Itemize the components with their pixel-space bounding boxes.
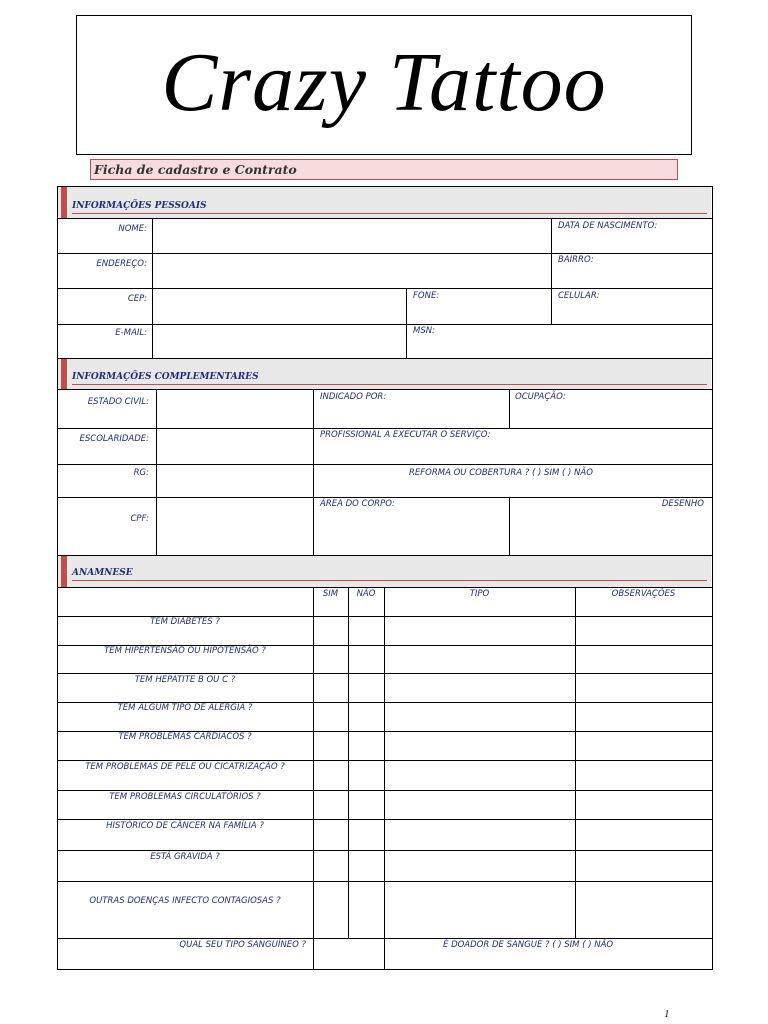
label-estado-civil: ESTADO CIVIL: [87, 397, 149, 407]
cpf-field[interactable] [157, 498, 312, 554]
label-email: E-MAIL: [115, 328, 147, 338]
escolaridade-field[interactable] [157, 429, 312, 463]
question-row: ESTÁ GRAVIDA ? [150, 852, 220, 862]
label-celular: CELULAR: [558, 291, 600, 301]
label-ocupacao: OCUPAÇÃO: [515, 392, 566, 402]
page-number: 1 [664, 1008, 670, 1020]
email-field[interactable] [153, 325, 405, 357]
answer-cells-tipo[interactable] [385, 617, 575, 937]
bairro-field[interactable] [552, 254, 712, 287]
section-title-personal: INFORMAÇÕES PESSOAIS [72, 201, 207, 211]
label-tipo-sanguineo: QUAL SEU TIPO SANGUÍNEO ? [179, 940, 306, 950]
desenho-field[interactable] [510, 498, 712, 554]
section-rule [72, 213, 707, 214]
question-row: TEM PROBLEMAS DE PELE OU CICATRIZAÇÃO ? [85, 762, 285, 772]
label-rg: RG: [133, 468, 149, 478]
label-profissional: PROFISSIONAL A EXECUTAR O SERVIÇO: [320, 430, 491, 440]
question-row: TEM HEPATITE B OU C ? [134, 675, 236, 685]
label-nome: NOME: [118, 224, 147, 234]
section-title-anamnese: ANAMNESE [72, 568, 133, 578]
label-data-nascimento: DATA DE NASCIMENTO: [558, 221, 658, 231]
answer-cells-nao[interactable] [349, 617, 384, 937]
label-msn: MSN: [413, 326, 435, 336]
doador-sangue-option[interactable]: É DOADOR DE SANGUE ? ( ) SIM ( ) NÃO [443, 940, 614, 950]
label-bairro: BAIRRO: [558, 255, 594, 265]
profissional-field[interactable] [314, 429, 712, 463]
section-header-personal [58, 187, 711, 218]
section-accent [61, 359, 67, 389]
label-escolaridade: ESCOLARIDADE: [79, 434, 149, 444]
question-row: TEM PROBLEMAS CIRCULATÓRIOS ? [109, 792, 261, 802]
col-header-observacoes: OBSERVAÇÕES [611, 589, 676, 599]
indicado-por-field[interactable] [314, 390, 508, 427]
celular-field[interactable] [552, 289, 712, 323]
data-nascimento-field[interactable] [552, 219, 712, 252]
endereco-field[interactable] [153, 254, 550, 287]
ocupacao-field[interactable] [510, 390, 712, 427]
logo-box [76, 15, 692, 155]
cep-field[interactable] [153, 289, 405, 323]
section-header-anamnese [58, 556, 711, 587]
question-row: HISTÓRICO DE CÂNCER NA FAMÍLIA ? [106, 821, 264, 831]
section-accent [61, 556, 67, 587]
section-header-complementary [58, 359, 711, 389]
section-rule [72, 580, 707, 581]
label-desenho: DESENHO [661, 499, 704, 509]
nome-field[interactable] [153, 219, 550, 252]
col-header-nao: NÃO [356, 589, 376, 599]
col-header-tipo: TIPO [469, 589, 490, 599]
question-row: TEM PROBLEMAS CARDÍACOS ? [118, 732, 252, 742]
question-row: OUTRAS DOENÇAS INFECTO CONTAGIOSAS ? [89, 896, 281, 906]
logo-text: Crazy Tattoo [161, 36, 607, 129]
label-endereco: ENDEREÇO: [96, 259, 147, 269]
answer-cells-observacoes[interactable] [576, 617, 712, 937]
reforma-cobertura-option[interactable]: REFORMA OU COBERTURA ? ( ) SIM ( ) NÃO [409, 468, 593, 478]
label-cpf: CPF: [130, 514, 149, 524]
question-row: TEM ALGUM TIPO DE ALERGIA ? [117, 703, 253, 713]
question-row: TEM HIPERTENSÃO OU HIPOTENSÃO ? [104, 646, 266, 656]
label-area-corpo: ÁREA DO CORPO: [320, 499, 395, 509]
section-title-complementary: INFORMAÇÕES COMPLEMENTARES [72, 372, 259, 382]
section-rule [72, 384, 707, 385]
label-cep: CEP: [127, 294, 147, 304]
fone-field[interactable] [407, 289, 550, 323]
msn-field[interactable] [407, 325, 712, 357]
label-fone: FONE: [413, 291, 440, 301]
tipo-sanguineo-field[interactable] [314, 939, 384, 969]
estado-civil-field[interactable] [157, 390, 312, 427]
section-accent [61, 187, 67, 218]
area-corpo-field[interactable] [314, 498, 508, 554]
label-indicado-por: INDICADO POR: [320, 392, 387, 402]
rg-field[interactable] [157, 465, 312, 496]
form-subtitle: Ficha de cadastro e Contrato [90, 159, 678, 180]
col-header-sim: SIM [322, 589, 339, 599]
answer-cells-sim[interactable] [314, 617, 348, 937]
question-row: TEM DIABETES ? [150, 617, 220, 627]
